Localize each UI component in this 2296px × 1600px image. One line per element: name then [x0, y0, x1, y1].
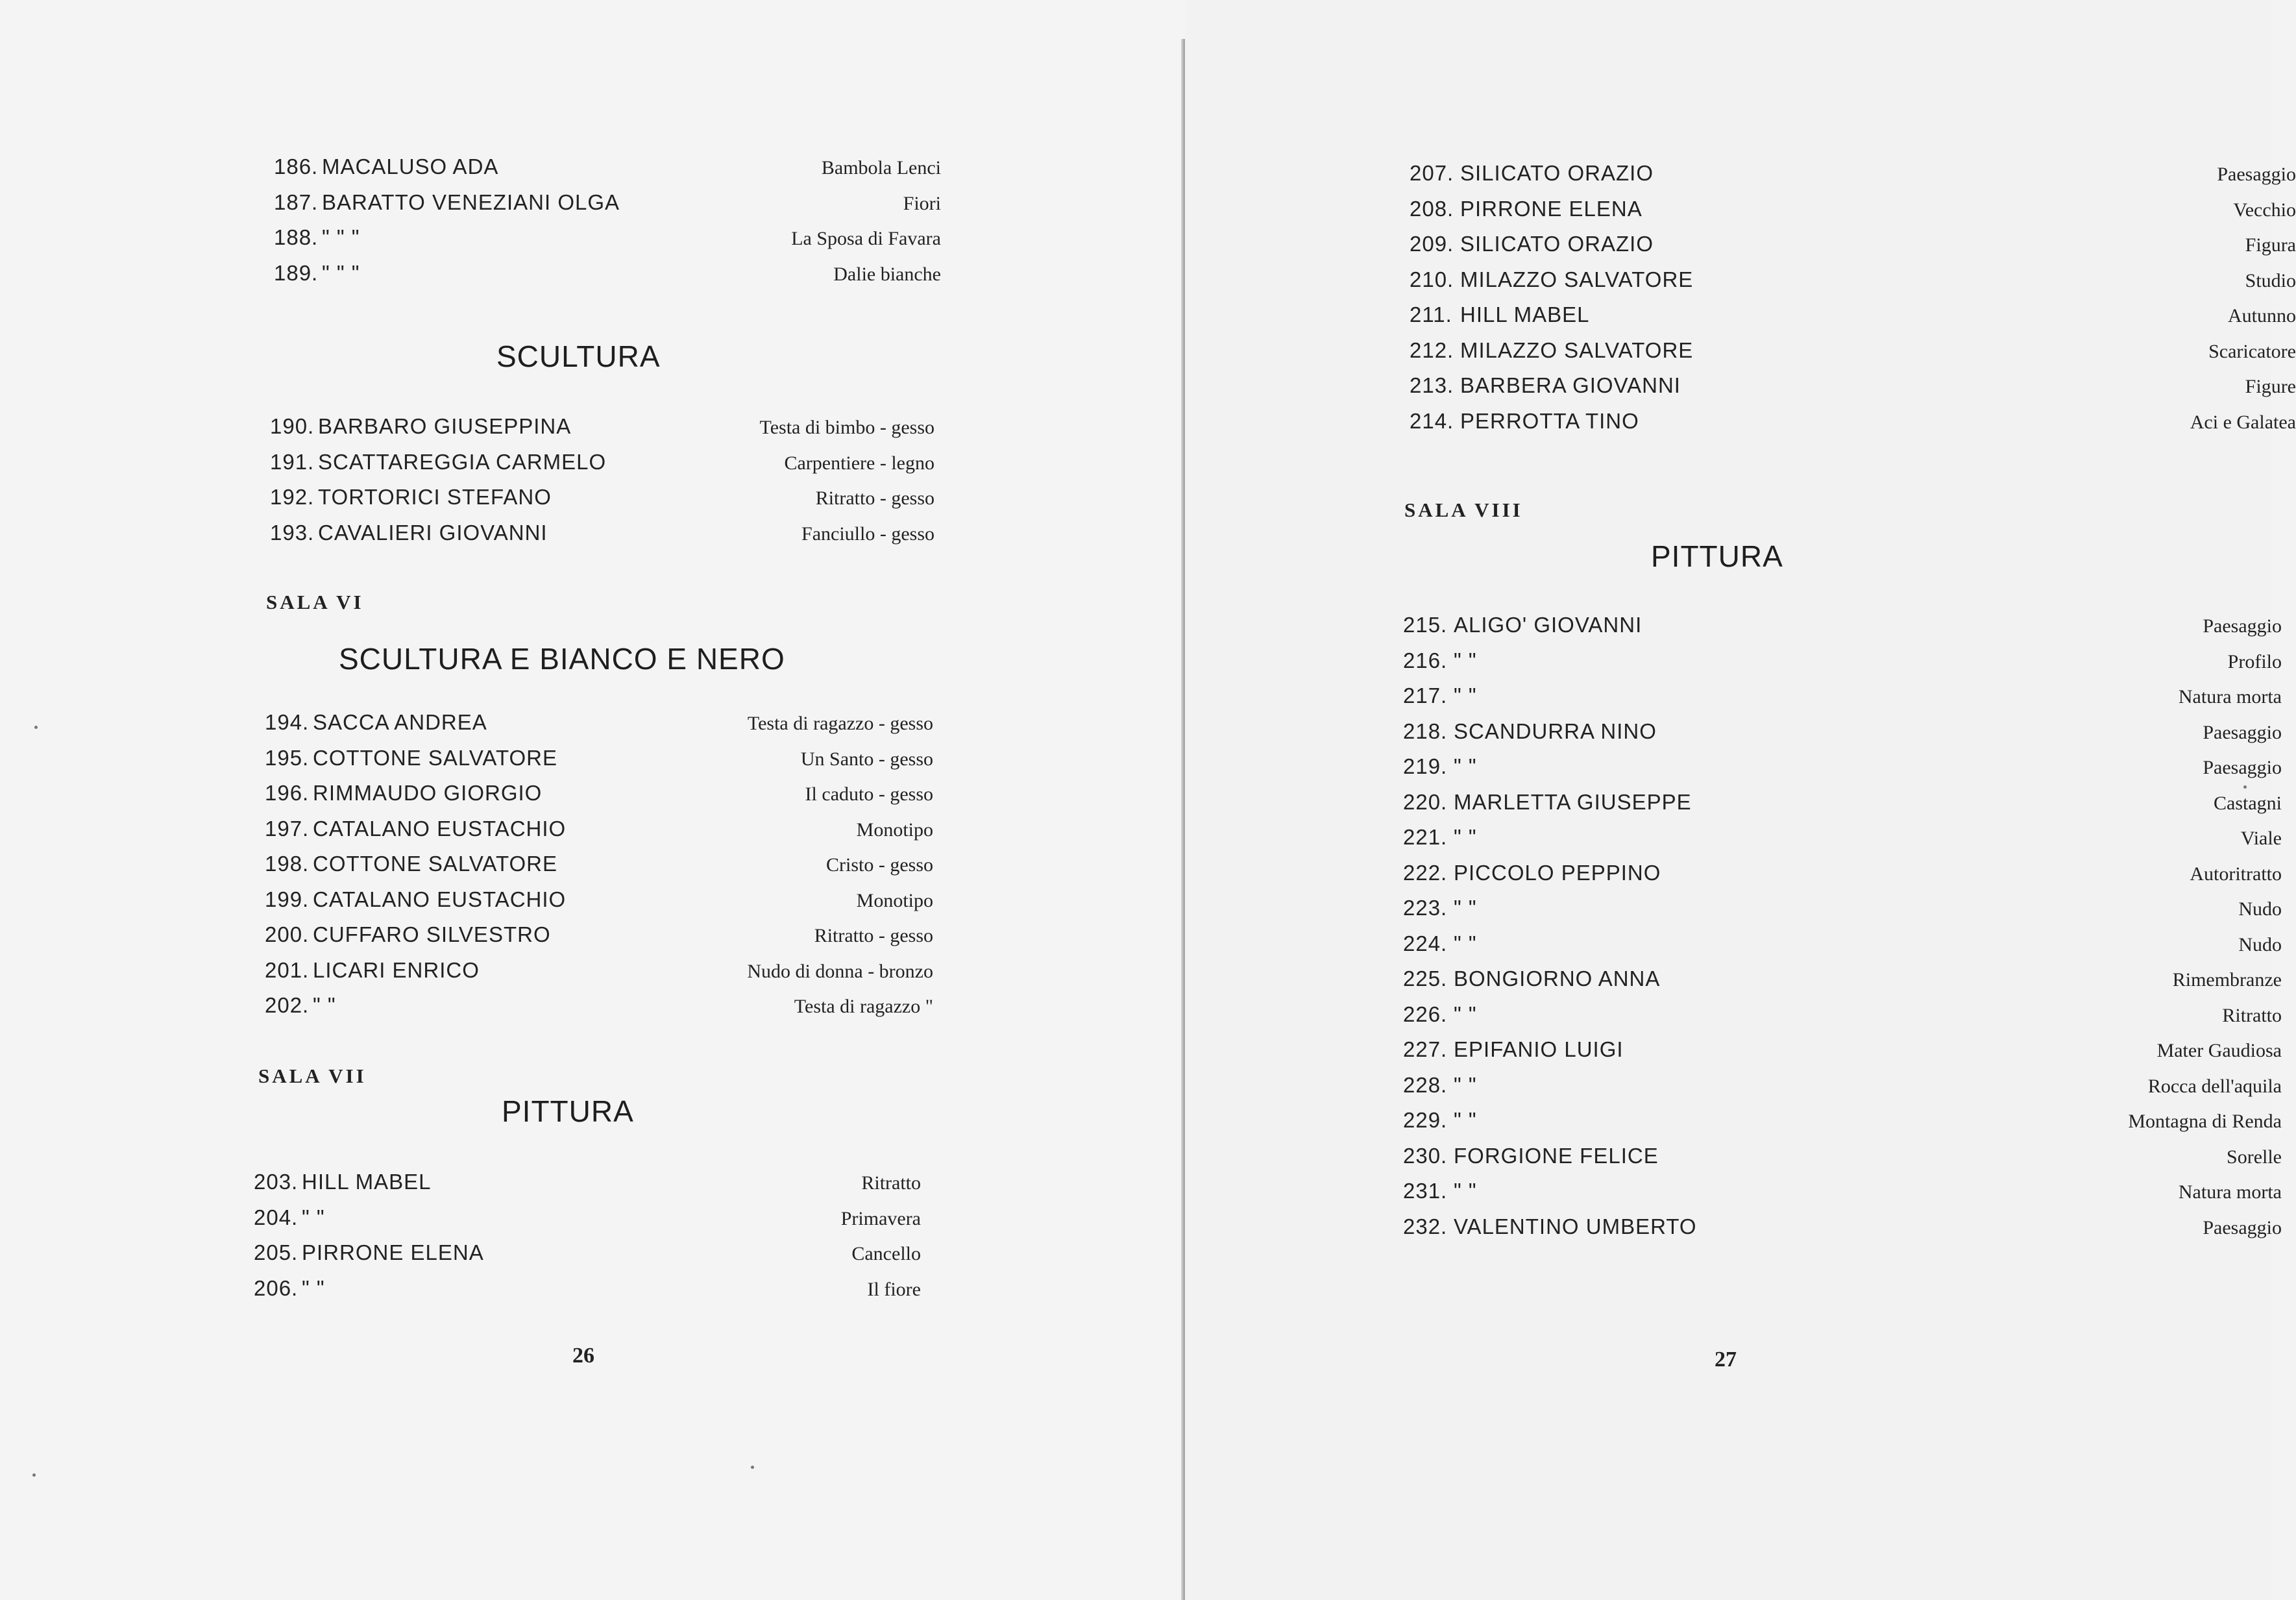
- catalog-entry: [265, 993, 933, 1023]
- artist-name: " ": [1454, 1073, 1477, 1097]
- artwork-title: Studio: [2245, 270, 2296, 291]
- catalog-entry: [1410, 267, 2296, 297]
- entry-number: 186.: [274, 154, 319, 178]
- artwork-title: Natura morta: [2178, 686, 2282, 708]
- heading-scultura: SCULTURA: [496, 339, 661, 373]
- paper-speck: [751, 1466, 754, 1469]
- artwork-title: Testa di bimbo - gesso: [759, 417, 934, 438]
- artwork-title: Fanciullo - gesso: [801, 523, 934, 545]
- entry-number: 207.: [1410, 161, 1454, 185]
- artwork-title: Dalie bianche: [833, 264, 941, 285]
- artist-name: SCATTAREGGIA CARMELO: [318, 450, 607, 474]
- artist-name: CATALANO EUSTACHIO: [313, 887, 567, 911]
- artist-name: BARBERA GIOVANNI: [1460, 373, 1681, 397]
- catalog-entry: [254, 1240, 921, 1270]
- artist-name: HILL MABEL: [1460, 302, 1590, 326]
- entry-number: 189.: [274, 261, 319, 285]
- artwork-title: Cristo - gesso: [826, 854, 933, 876]
- catalog-entry: [1410, 197, 2296, 227]
- heading-pittura-right: PITTURA: [1651, 539, 1783, 573]
- artist-name: " ": [1454, 1179, 1477, 1203]
- artwork-title: Nudo di donna - bronzo: [747, 961, 933, 982]
- entry-number: 212.: [1410, 338, 1454, 362]
- artist-name: " ": [1454, 683, 1477, 708]
- catalog-entry: [254, 1205, 921, 1235]
- catalog-entry: [265, 817, 933, 846]
- catalog-entry: [1403, 931, 2282, 961]
- entry-number: 203.: [254, 1170, 299, 1194]
- artist-name: CAVALIERI GIOVANNI: [318, 521, 548, 545]
- artist-name: MARLETTA GIUSEPPE: [1454, 790, 1692, 814]
- artwork-title: Paesaggio: [2203, 615, 2282, 637]
- entry-number: 197.: [265, 817, 310, 841]
- entry-number: 218.: [1403, 719, 1448, 743]
- entry-number: 198.: [265, 852, 310, 876]
- artist-name: RIMMAUDO GIORGIO: [313, 781, 543, 805]
- artwork-title: Castagni: [2214, 793, 2282, 814]
- artwork-title: Sorelle: [2227, 1146, 2282, 1168]
- catalog-entry: [265, 887, 933, 917]
- entry-number: 210.: [1410, 267, 1454, 291]
- artist-name: " ": [1454, 754, 1477, 778]
- entry-number: 190.: [270, 414, 315, 438]
- entry-number: 202.: [265, 993, 310, 1017]
- artwork-title: Mater Gaudiosa: [2156, 1040, 2282, 1061]
- catalog-entry: [1403, 613, 2282, 643]
- page-number-left: 26: [572, 1344, 594, 1368]
- artwork-title: Testa di ragazzo ": [794, 996, 933, 1017]
- entry-number: 230.: [1403, 1144, 1448, 1168]
- artist-name: SCANDURRA NINO: [1454, 719, 1657, 743]
- artist-name: ALIGO' GIOVANNI: [1454, 613, 1643, 637]
- artist-name: PIRRONE ELENA: [1460, 197, 1643, 221]
- artwork-title: Paesaggio: [2217, 164, 2296, 185]
- artwork-title: Il fiore: [867, 1279, 921, 1300]
- entry-number: 199.: [265, 887, 310, 911]
- catalog-entry: [254, 1170, 921, 1200]
- entry-number: 193.: [270, 521, 315, 545]
- catalog-entry: [1410, 232, 2296, 262]
- artist-name: " ": [1454, 825, 1477, 849]
- artist-name: PERROTTA TINO: [1460, 409, 1639, 433]
- artwork-title: Paesaggio: [2203, 757, 2282, 778]
- catalog-entry: [1403, 719, 2282, 749]
- catalog-entry: [274, 261, 941, 291]
- entry-number: 215.: [1403, 613, 1448, 637]
- artwork-title: Aci e Galatea: [2190, 412, 2296, 433]
- catalog-entry: [265, 922, 933, 952]
- sala-vi-label: SALA VI: [266, 591, 364, 613]
- catalog-entry: [265, 746, 933, 776]
- artist-name: SILICATO ORAZIO: [1460, 232, 1654, 256]
- artist-name: PICCOLO PEPPINO: [1454, 861, 1661, 885]
- entry-number: 195.: [265, 746, 310, 770]
- catalog-entry: [265, 958, 933, 988]
- heading-pittura-left: PITTURA: [502, 1094, 634, 1128]
- artist-name: CATALANO EUSTACHIO: [313, 817, 567, 841]
- paper-speck: [2243, 785, 2247, 789]
- artwork-title: Monotipo: [856, 819, 933, 841]
- entry-number: 209.: [1410, 232, 1454, 256]
- artist-name: SACCA ANDREA: [313, 710, 487, 734]
- artist-name: COTTONE SALVATORE: [313, 852, 558, 876]
- artwork-title: Bambola Lenci: [821, 157, 941, 178]
- catalog-entry: [1410, 373, 2296, 403]
- artwork-title: Rocca dell'aquila: [2147, 1076, 2282, 1097]
- catalog-entry: [1410, 161, 2296, 191]
- catalog-entry: [274, 190, 941, 220]
- catalog-entry: [270, 485, 934, 515]
- artwork-title: Vecchio: [2233, 199, 2296, 221]
- artist-name: " ": [302, 1205, 325, 1229]
- entry-number: 205.: [254, 1240, 299, 1264]
- artist-name: VALENTINO UMBERTO: [1454, 1214, 1697, 1238]
- entry-number: 216.: [1403, 648, 1448, 672]
- catalog-entry: [1403, 1179, 2282, 1209]
- artist-name: BARBARO GIUSEPPINA: [318, 414, 572, 438]
- artist-name: HILL MABEL: [302, 1170, 432, 1194]
- artist-name: MILAZZO SALVATORE: [1460, 267, 1694, 291]
- artwork-title: Ritratto: [2222, 1005, 2282, 1026]
- entry-number: 200.: [265, 922, 310, 946]
- catalog-entry: [1403, 648, 2282, 678]
- artwork-title: Scaricatore: [2208, 341, 2296, 362]
- catalog-entry: [265, 710, 933, 740]
- catalog-entry: [270, 450, 934, 480]
- artist-name: MACALUSO ADA: [322, 154, 499, 178]
- right-page: [1185, 0, 2296, 1600]
- artwork-title: Viale: [2240, 828, 2282, 849]
- entry-number: 206.: [254, 1276, 299, 1300]
- entry-number: 229.: [1403, 1108, 1448, 1132]
- catalog-entry: [1403, 1144, 2282, 1174]
- entry-number: 204.: [254, 1205, 299, 1229]
- catalog-entry: [1403, 1073, 2282, 1103]
- entry-number: 228.: [1403, 1073, 1448, 1097]
- catalog-entry: [265, 781, 933, 811]
- artwork-title: Fiori: [903, 193, 941, 214]
- catalog-entry: [274, 154, 941, 184]
- artwork-title: Autunno: [2228, 305, 2296, 326]
- artist-name: " ": [1454, 931, 1477, 955]
- entry-number: 191.: [270, 450, 315, 474]
- artwork-title: Nudo: [2238, 898, 2282, 920]
- artist-name: EPIFANIO LUIGI: [1454, 1037, 1624, 1061]
- catalog-entry: [1403, 1002, 2282, 1032]
- artist-name: BARATTO VENEZIANI OLGA: [322, 190, 620, 214]
- sala-vii-label: SALA VII: [258, 1065, 367, 1087]
- artist-name: LICARI ENRICO: [313, 958, 480, 982]
- entry-number: 187.: [274, 190, 319, 214]
- catalog-entry: [1403, 861, 2282, 891]
- catalog-entry: [265, 852, 933, 881]
- entry-number: 232.: [1403, 1214, 1448, 1238]
- catalog-entry: [1403, 896, 2282, 926]
- heading-scultura-bianco-nero: SCULTURA E BIANCO E NERO: [339, 642, 785, 676]
- artist-name: SILICATO ORAZIO: [1460, 161, 1654, 185]
- artist-name: BONGIORNO ANNA: [1454, 966, 1661, 991]
- catalog-entry: [1410, 302, 2296, 332]
- artwork-title: Cancello: [851, 1243, 921, 1264]
- entry-number: 188.: [274, 225, 319, 249]
- entry-number: 223.: [1403, 896, 1448, 920]
- artist-name: " ": [1454, 1108, 1477, 1132]
- catalog-entry: [1410, 409, 2296, 439]
- artwork-title: Figura: [2245, 234, 2296, 256]
- catalog-entry: [274, 225, 941, 255]
- artwork-title: Paesaggio: [2203, 1217, 2282, 1238]
- artist-name: PIRRONE ELENA: [302, 1240, 484, 1264]
- entry-number: 192.: [270, 485, 315, 509]
- artist-name: " ": [302, 1276, 325, 1300]
- artwork-title: Ritratto - gesso: [815, 487, 934, 509]
- entry-number: 226.: [1403, 1002, 1448, 1026]
- catalog-entry: [1403, 790, 2282, 820]
- entry-number: 217.: [1403, 683, 1448, 708]
- entry-number: 196.: [265, 781, 310, 805]
- artist-name: TORTORICI STEFANO: [318, 485, 552, 509]
- entry-number: 221.: [1403, 825, 1448, 849]
- artwork-title: Primavera: [840, 1208, 921, 1229]
- catalog-entry: [1403, 1214, 2282, 1244]
- catalog-entry: [1403, 754, 2282, 784]
- catalog-entry: [270, 521, 934, 550]
- artist-name: " ": [1454, 648, 1477, 672]
- entry-number: 219.: [1403, 754, 1448, 778]
- artist-name: " " ": [322, 225, 360, 249]
- artwork-title: Ritratto: [861, 1172, 921, 1194]
- entry-number: 224.: [1403, 931, 1448, 955]
- entry-number: 208.: [1410, 197, 1454, 221]
- artwork-title: Autoritratto: [2190, 863, 2282, 885]
- artist-name: MILAZZO SALVATORE: [1460, 338, 1694, 362]
- catalog-entry: [1403, 683, 2282, 713]
- artwork-title: Un Santo - gesso: [800, 748, 933, 770]
- artwork-title: La Sposa di Favara: [791, 228, 941, 249]
- entry-number: 231.: [1403, 1179, 1448, 1203]
- artwork-title: Natura morta: [2178, 1181, 2282, 1203]
- entry-number: 211.: [1410, 302, 1452, 326]
- entry-number: 214.: [1410, 409, 1454, 433]
- artwork-title: Profilo: [2227, 651, 2282, 672]
- catalog-entry: [1403, 825, 2282, 855]
- artist-name: " " ": [322, 261, 360, 285]
- artwork-title: Monotipo: [856, 890, 933, 911]
- entry-number: 220.: [1403, 790, 1448, 814]
- catalog-entry: [254, 1276, 921, 1306]
- entry-number: 227.: [1403, 1037, 1448, 1061]
- catalog-entry: [1403, 1108, 2282, 1138]
- artwork-title: Nudo: [2238, 934, 2282, 955]
- artist-name: " ": [1454, 1002, 1477, 1026]
- artwork-title: Il caduto - gesso: [805, 783, 933, 805]
- artwork-title: Paesaggio: [2203, 722, 2282, 743]
- artwork-title: Carpentiere - legno: [784, 452, 934, 474]
- artist-name: " ": [313, 993, 336, 1017]
- artwork-title: Rimembranze: [2172, 969, 2282, 991]
- entry-number: 225.: [1403, 966, 1448, 991]
- artwork-title: Ritratto - gesso: [814, 925, 933, 946]
- artist-name: CUFFARO SILVESTRO: [313, 922, 551, 946]
- artist-name: COTTONE SALVATORE: [313, 746, 558, 770]
- artwork-title: Montagna di Renda: [2128, 1111, 2282, 1132]
- artist-name: FORGIONE FELICE: [1454, 1144, 1659, 1168]
- artist-name: " ": [1454, 896, 1477, 920]
- entry-number: 194.: [265, 710, 310, 734]
- catalog-entry: [270, 414, 934, 444]
- catalog-entry: [1403, 1037, 2282, 1067]
- entry-number: 222.: [1403, 861, 1448, 885]
- artwork-title: Figure: [2245, 376, 2296, 397]
- paper-speck: [32, 1473, 36, 1477]
- entry-number: 213.: [1410, 373, 1454, 397]
- page-number-right: 27: [1715, 1348, 1737, 1372]
- sala-viii-label: SALA VIII: [1404, 498, 1523, 521]
- catalog-entry: [1410, 338, 2296, 368]
- artwork-title: Testa di ragazzo - gesso: [747, 713, 933, 734]
- catalog-entry: [1403, 966, 2282, 996]
- entry-number: 201.: [265, 958, 310, 982]
- paper-speck: [34, 726, 38, 729]
